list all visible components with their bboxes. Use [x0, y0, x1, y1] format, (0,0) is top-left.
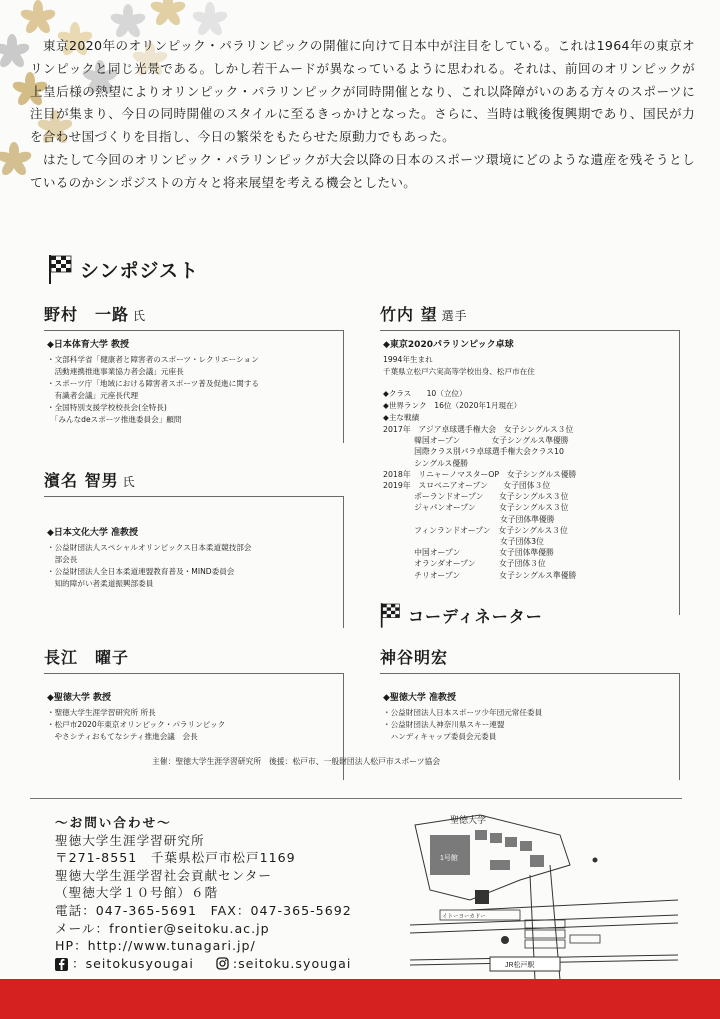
affiliation: ◆聖徳大学 准教授: [383, 693, 457, 703]
profile-item: ・公益財団法人スペシャルオリンピックス日本柔道競技部会: [47, 543, 252, 552]
contact-block: [55, 814, 352, 972]
affiliation: ◆聖徳大学 教授: [47, 693, 112, 703]
person-name: 野村 一路: [44, 305, 130, 324]
instagram-icon: [216, 957, 229, 970]
divider: [30, 798, 682, 799]
contact-email[interactable]: メール：frontier@seitoku.ac.jp: [55, 920, 270, 936]
instagram-link[interactable]: [216, 955, 352, 973]
person-name: 濱名 智男: [44, 471, 119, 490]
contact-line: （聖徳大学１０号館）６階: [55, 885, 219, 901]
profile-item: 1994年生まれ: [383, 355, 433, 364]
career-row: 2019年 スロベニアオープン 女子団体３位: [383, 481, 551, 491]
profile-item: ・松戸市2020年東京オリンピック・パラリンピック: [47, 720, 226, 729]
organizer-credit: 主催：聖徳大学生涯学習研究所 後援：松戸市、一般財団法人松戸市スポーツ協会: [152, 757, 441, 766]
footer-red-bar: [0, 979, 720, 1019]
honorific: 氏: [133, 309, 147, 323]
person-name: 長江 曜子: [44, 648, 130, 667]
profile-item: ・文部科学省「健康者と障害者のスポーツ・レクリエーション: [47, 355, 259, 364]
symposist-takeuchi: [380, 302, 680, 615]
contact-line: 〒271-8551 千葉県松戸市松戸1169: [55, 850, 296, 866]
career-row: 女子団体準優勝: [383, 514, 555, 524]
profile-item: ・スポーツ庁「地域における障害者スポーツ普及促進に関する: [47, 379, 260, 388]
profile-item: ハンディキャップ委員会元委員: [383, 732, 497, 741]
profile-item: 千葉県立松戸六実高等学校出身、松戸市在住: [383, 367, 535, 376]
profile-item: 活動連携推進事業協力者会議」元座長: [47, 367, 184, 376]
affiliation: ◆日本文化大学 准教授: [47, 528, 139, 538]
checkered-flag-icon: [380, 601, 402, 629]
career-row: チリオープン 女子シングルス準優勝: [383, 570, 577, 580]
facebook-handle: ：seitokusyougai: [72, 955, 194, 971]
person-name: 神谷明宏: [380, 648, 449, 667]
profile-item: やさシティおもてなシティ推進会議 会長: [47, 732, 198, 741]
symposist-hamana: [44, 468, 344, 628]
career-row: 女子団体3位: [383, 537, 544, 547]
affiliation: ◆東京2020パラリンピック卓球: [383, 340, 514, 350]
profile-item: 知的障がい者柔道振興部委員: [47, 579, 154, 588]
profile-item: 部会長: [47, 555, 78, 564]
career-row: 国際クラス別パラ卓球選手権大会クラス10: [383, 447, 564, 457]
contact-line: 聖徳大学生涯学習社会貢献センター: [55, 867, 272, 883]
intro-paragraph-2: はたして今回のオリンピック・パラリンピックが大会以降の日本のスポーツ環境にどのような遺産を残そうとしているのかシンポジストの方々と将来展望を考える機会としたい。: [30, 151, 695, 190]
career-row: オランダオープン 女子団体３位: [383, 559, 546, 569]
career-row: 2017年 アジア卓球選手権大会 女子シングルス３位: [383, 425, 574, 434]
profile-item: ・公益財団法人日本スポーツ少年団元常任委員: [383, 708, 543, 717]
career-row: ジャパンオープン 女子シングルス３位: [383, 503, 569, 513]
symposist-nomura: [44, 302, 344, 443]
career-row: 韓国オープン 女子シングルス準優勝: [383, 436, 569, 446]
honorific: 選手: [441, 309, 468, 323]
career-row: 2018年 リニャーノマスターOP 女子シングルス優勝: [383, 469, 577, 479]
contact-title: ～お問い合わせ～: [55, 815, 172, 830]
honorific: 氏: [122, 475, 136, 489]
profile-stat: ◆世界ランク 16位（2020年1月現在）: [383, 401, 522, 410]
profile-item: 「みんなdeスポーツ推進委員会」顧問: [47, 415, 182, 424]
facebook-icon: [55, 958, 68, 971]
profile-item: 有識者会議」元座長代理: [47, 391, 139, 400]
symposists-heading: [48, 253, 199, 285]
career-row: フィンランドオープン 女子シングルス３位: [383, 525, 568, 535]
contact-line: 聖徳大学生涯学習研究所: [55, 832, 205, 848]
contact-website[interactable]: HP：http://www.tunagari.jp/: [55, 938, 256, 954]
profile-item: ・聖徳大学生涯学習研究所 所長: [47, 708, 156, 717]
instagram-handle: :seitoku.syougai: [232, 955, 352, 971]
map-road-label: イトーヨーカドー: [442, 914, 486, 920]
access-map: [410, 805, 678, 980]
facebook-link[interactable]: [55, 955, 194, 973]
person-name: 竹内 望: [380, 305, 438, 324]
checkered-flag-icon: [48, 253, 74, 285]
affiliation: ◆日本体育大学 教授: [47, 340, 130, 350]
symposists-label: シンポジスト: [80, 259, 199, 282]
intro-text: [30, 35, 695, 195]
coordinator-heading: [380, 601, 543, 629]
coordinator-label: コーディネーター: [408, 606, 543, 626]
profile-item: ・公益財団法人全日本柔道連盟教育普及・MIND委員会: [47, 567, 235, 576]
map-campus-label: 聖徳大学: [450, 815, 487, 825]
profile-item: ・全国特別支援学校校長会(全特長): [47, 403, 167, 412]
profile-item: ・公益財団法人神奈川県スキー連盟: [383, 720, 505, 729]
profile-stat: ◆主な戦績: [383, 413, 420, 422]
map-building-label: 1号館: [440, 855, 458, 862]
career-row: ポーランドオープン 女子シングルス３位: [383, 492, 569, 502]
contact-phone: 電話：047-365-5691 FAX：047-365-5692: [55, 902, 352, 918]
career-row: 中国オープン 女子団体準優勝: [383, 548, 554, 558]
career-row: シングルス優勝: [383, 458, 468, 468]
map-station-label: JR松戸駅: [505, 962, 535, 969]
profile-stat: ◆クラス 10（立位）: [383, 389, 467, 398]
intro-paragraph-1: 東京2020年のオリンピック・パラリンピックの開催に向けて日本中が注目をしている。これは1964年の東京オリンピックと同じ光景である。しかし若干ムードが異なっているように思われる。それは、前回のオリンピックが上皇后様の熱望によりオリンピック・パラリンピックが同時開催となり、これ以降障がいのある方々のスポーツに注目が集まり、今日の同時開催のスタイルに至るきっかけとなった。さらに、当時は戦後復興期であり、国民が力を合わせ国づくりを目指し、今日の繁栄をもたらせた原動力でもあった。: [30, 38, 695, 145]
